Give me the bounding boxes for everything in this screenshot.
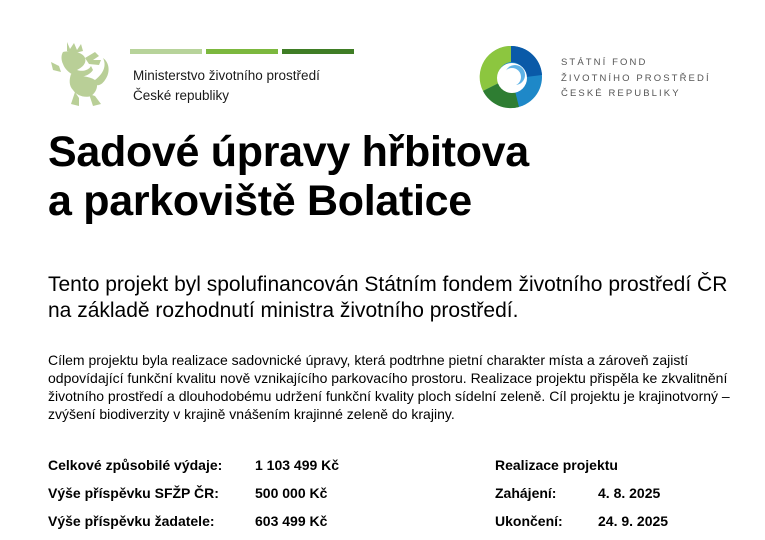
finance-label: Celkové způsobilé výdaje: [48, 457, 223, 473]
end-label: Ukončení: [495, 513, 563, 529]
project-title [48, 128, 529, 226]
ministry-name [133, 66, 320, 106]
implementation-start-row [495, 484, 668, 512]
ministry-color-bars [130, 49, 354, 55]
cofinancing-statement: Tento projekt byl spolufinancován Státním fondem životního prostředí ČR na základě rozhodnutí ministra životního prostředí. [48, 273, 728, 322]
fund-name-line2: ŽIVOTNÍHO PROSTŘEDÍ [561, 72, 711, 84]
implementation-info [495, 456, 668, 540]
start-date: 4. 8. 2025 [598, 485, 661, 501]
fund-name-line3: ČESKÉ REPUBLIKY [561, 88, 681, 99]
ministry-bar-light [130, 49, 202, 54]
implementation-end-row [495, 512, 668, 540]
finance-table [48, 456, 339, 540]
finance-row-applicant [48, 512, 339, 540]
ministry-lion-emblem [49, 40, 113, 108]
ministry-name-line1: Ministerstvo životního prostředí [133, 68, 320, 83]
implementation-heading: Realizace projektu [495, 457, 618, 473]
end-date: 24. 9. 2025 [598, 513, 669, 529]
fund-name-line1: STÁTNÍ FOND [561, 57, 648, 68]
project-description: Cílem projektu byla realizace sadovnické úpravy, která podtrhne pietní charakter místa a zároveň zajistí odpovídající funkční kvalitu nově vznikajícího parkovacího prostoru. Realizace projektu přispěla ke zkvalitnění životního prostředí a dlouhodobému udržení funkční kvality ploch sídelní zeleně. Cíl projektu je krajinotvorný – zvýšení biodiverzity v krajině vnášením krajinné zeleně do krajiny. [48, 352, 730, 422]
fund-name [561, 55, 711, 102]
finance-label: Výše příspěvku žadatele: [48, 513, 215, 529]
finance-label: Výše příspěvku SFŽP ČR: [48, 485, 219, 501]
ministry-bar-dark [282, 49, 354, 54]
finance-row-total [48, 456, 339, 484]
finance-row-sfzp [48, 484, 339, 512]
project-title-line2: a parkoviště Bolatice [48, 177, 472, 225]
fund-circle-logo [479, 45, 543, 109]
start-label: Zahájení: [495, 485, 557, 501]
ministry-bar-mid [206, 49, 278, 54]
ministry-name-line2: České republiky [133, 88, 230, 103]
finance-value: 500 000 Kč [255, 485, 328, 501]
finance-value: 603 499 Kč [255, 513, 328, 529]
project-title-line1: Sadové úpravy hřbitova [48, 128, 529, 176]
finance-value: 1 103 499 Kč [255, 457, 340, 473]
